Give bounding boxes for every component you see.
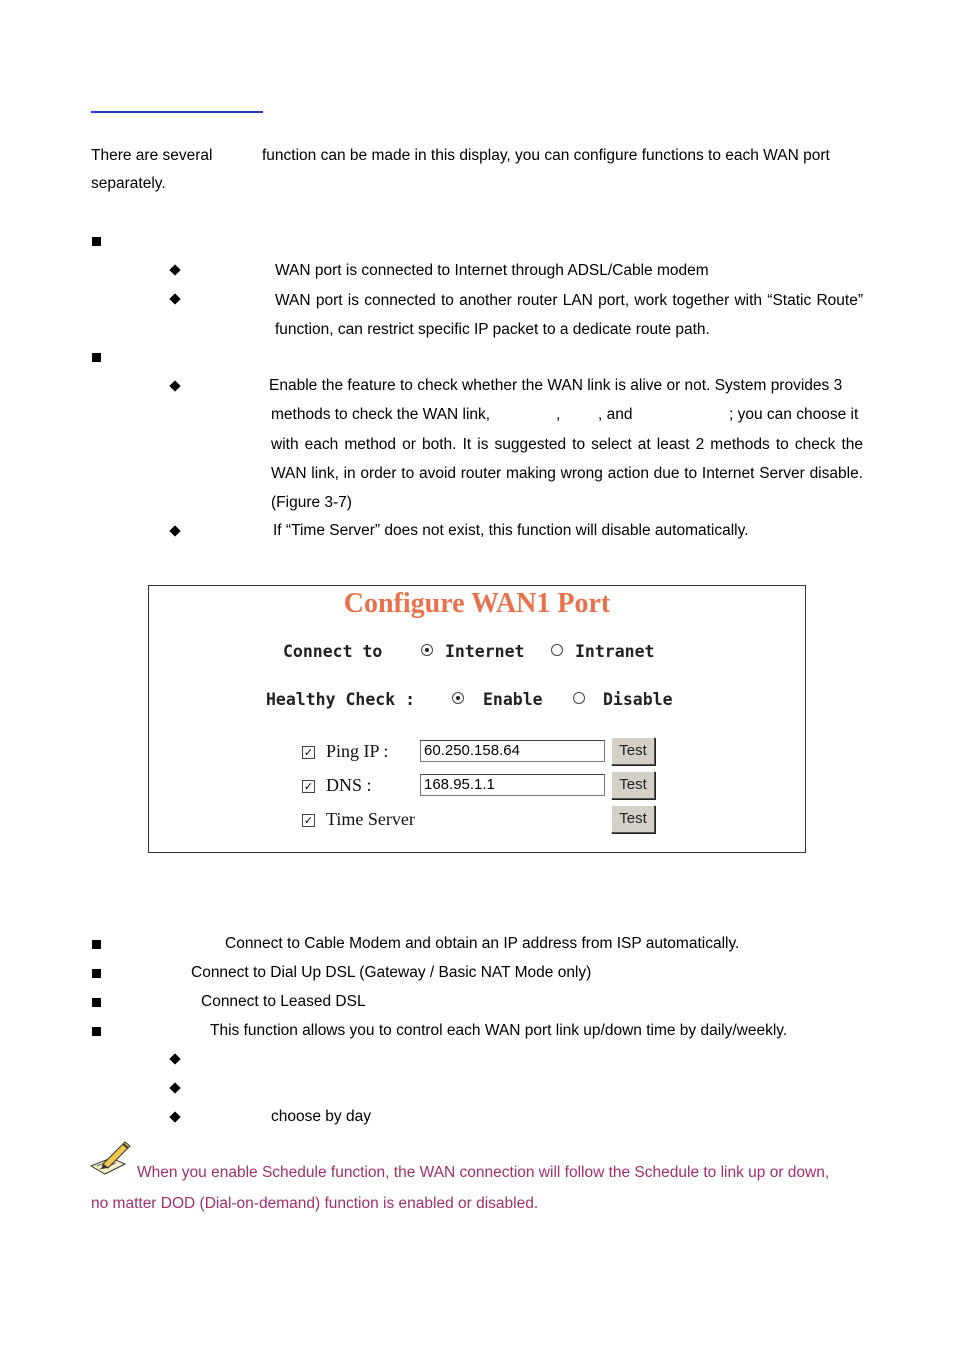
intro-text-end: function can be made in this display, you can configure functions to each WAN port	[262, 147, 830, 164]
note-text-line2: no matter DOD (Dial-on-demand) function is enabled or disabled.	[91, 1195, 539, 1212]
mode-bullet	[92, 969, 101, 978]
radio-enable[interactable]	[452, 692, 464, 704]
connect-internet-desc: WAN port is connected to Internet through ADSL/Cable modem	[275, 262, 709, 279]
healthy-methods-b: ,	[556, 406, 561, 423]
section-heading-link[interactable]	[91, 99, 263, 113]
healthy-enable-line1: Enable the feature to check whether the WAN link is alive or not. System provides 3	[269, 377, 843, 394]
mode-schedule-desc: This function allows you to control each WAN port link up/down time by daily/weekly.	[210, 1022, 788, 1039]
time-server-label: Time Server	[326, 809, 415, 829]
dns-input[interactable]	[420, 774, 605, 796]
time-server-checkbox[interactable]: ✓	[303, 814, 314, 827]
diamond-bullet	[169, 380, 180, 391]
radio-internet-label: Internet	[445, 642, 525, 661]
figure-title: Configure WAN1 Port	[343, 588, 611, 619]
radio-intranet[interactable]	[551, 644, 563, 656]
radio-disable[interactable]	[573, 692, 585, 704]
mode-static-desc: Connect to Leased DSL	[201, 993, 366, 1010]
radio-intranet-label: Intranet	[575, 642, 655, 661]
diamond-bullet	[169, 525, 180, 536]
healthy-methods-c: , and	[598, 406, 633, 423]
ping-test-button[interactable]: Test	[611, 737, 655, 765]
radio-internet[interactable]	[421, 644, 433, 656]
connect-intranet-desc: WAN port is connected to another router LAN port, work together with “Static Route” function, can restrict specific IP packet to a dedicate route path.	[275, 292, 863, 338]
section-bullet-connect	[92, 237, 101, 246]
diamond-bullet	[169, 1082, 180, 1093]
section-bullet-healthy	[92, 353, 101, 362]
time-server-test-button[interactable]: Test	[611, 805, 655, 833]
mode-dhcp-desc: Connect to Cable Modem and obtain an IP address from ISP automatically.	[225, 935, 740, 952]
diamond-bullet	[169, 264, 180, 275]
healthy-disable-desc: If “Time Server” does not exist, this function will disable automatically.	[273, 522, 749, 539]
healthy-methods-d: ; you can choose it	[729, 406, 859, 423]
radio-enable-label: Enable	[483, 690, 543, 709]
dns-label: DNS :	[326, 775, 372, 795]
ping-ip-input[interactable]	[420, 740, 605, 762]
ping-ip-label: Ping IP :	[326, 741, 389, 761]
mode-bullet	[92, 998, 101, 1007]
intro-text-line2: separately.	[91, 175, 166, 192]
ping-checkbox[interactable]: ✓	[303, 746, 314, 759]
healthy-enable-rest: with each method or both. It is suggested to select at least 2 methods to check the WAN link, in order to avoid router making wrong action due to Internet Server disable. (Figure 3-7)	[271, 436, 863, 511]
diamond-bullet	[169, 1111, 180, 1122]
diamond-bullet	[169, 293, 180, 304]
mode-bullet	[92, 1027, 101, 1036]
diamond-bullet	[169, 1053, 180, 1064]
connect-to-label: Connect to	[283, 642, 383, 661]
dns-checkbox[interactable]: ✓	[303, 780, 314, 793]
healthy-methods-a: methods to check the WAN link,	[271, 406, 491, 423]
mode-bullet	[92, 940, 101, 949]
radio-disable-label: Disable	[603, 690, 673, 709]
healthy-check-label: Healthy Check :	[266, 690, 416, 709]
intro-text-start: There are several	[91, 147, 213, 164]
configure-wan-figure	[148, 585, 806, 853]
dns-test-button[interactable]: Test	[611, 771, 655, 799]
note-pencil-icon	[89, 1138, 133, 1178]
mode-pppoe-desc: Connect to Dial Up DSL (Gateway / Basic NAT Mode only)	[191, 964, 592, 981]
note-text-line1: When you enable Schedule function, the WAN connection will follow the Schedule to link up or down,	[137, 1164, 830, 1181]
schedule-day-desc: choose by day	[271, 1108, 371, 1125]
